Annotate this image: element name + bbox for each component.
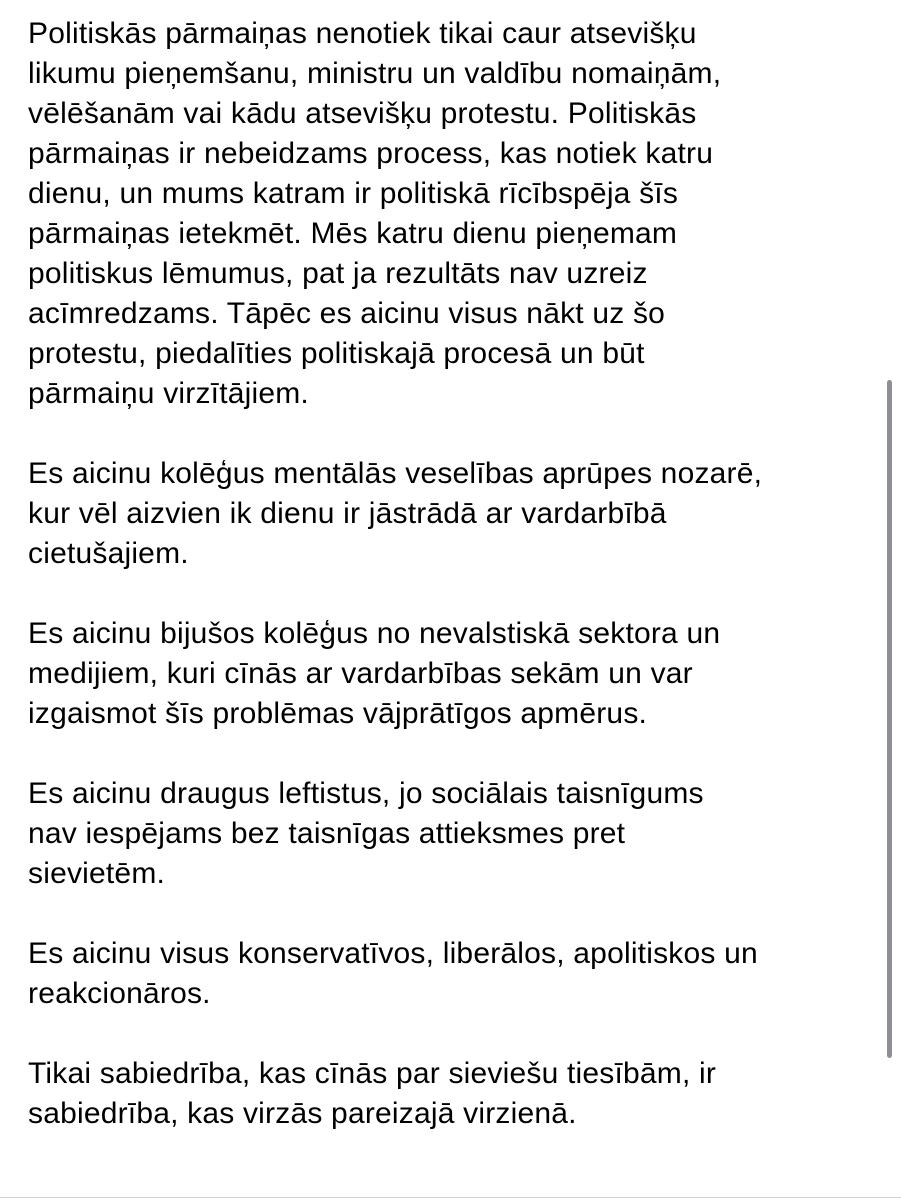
paragraph-5 — [28, 934, 878, 1014]
text-line: Es aicinu visus konservatīvos, liberālos, apolitiskos un — [28, 937, 758, 970]
text-line: dienu, un mums katram ir politiskā rīcībspēja šīs — [28, 177, 679, 210]
text-line: cietušajiem. — [28, 537, 189, 570]
text-line: reakcionāros. — [28, 977, 211, 1010]
text-line: pārmaiņas ietekmēt. Mēs katru dienu pieņemam — [28, 217, 678, 250]
text-line: Es aicinu draugus leftistus, jo sociālais taisnīgums — [28, 777, 704, 810]
text-line: Es aicinu kolēģus mentālās veselības aprūpes nozarē, — [28, 457, 763, 490]
text-line: izgaismot šīs problēmas vājprātīgos apmērus. — [28, 697, 648, 730]
text-line: medijiem, kuri cīnās ar vardarbības sekām un var — [28, 657, 693, 690]
text-line: likumu pieņemšanu, ministru un valdību nomaiņām, — [28, 57, 722, 90]
text-line: vēlēšanām vai kādu atsevišķu protestu. Politiskās — [28, 97, 697, 130]
text-line: protestu, piedalīties politiskajā procesā un būt — [28, 337, 645, 370]
paragraph-4 — [28, 774, 878, 894]
paragraph-6 — [28, 1054, 878, 1134]
text-line: Es aicinu bijušos kolēģus no nevalstiskā sektora un — [28, 617, 721, 650]
text-line: Politiskās pārmaiņas nenotiek tikai caur atsevišķu — [28, 17, 697, 50]
vertical-scrollbar[interactable] — [887, 380, 892, 1058]
note-body[interactable] — [28, 14, 878, 1174]
paragraph-3 — [28, 614, 878, 734]
bottom-divider — [0, 1197, 901, 1198]
text-line: pārmaiņu virzītājiem. — [28, 377, 309, 410]
paragraph-2 — [28, 454, 878, 574]
text-line: Tikai sabiedrība, kas cīnās par sieviešu tiesībām, ir — [28, 1057, 717, 1090]
paragraph-1 — [28, 14, 878, 414]
text-line: nav iespējams bez taisnīgas attieksmes pret — [28, 817, 626, 850]
text-line: pārmaiņas ir nebeidzams process, kas notiek katru — [28, 137, 714, 170]
text-line: politiskus lēmumus, pat ja rezultāts nav uzreiz — [28, 257, 648, 290]
text-line: sabiedrība, kas virzās pareizajā virzienā. — [28, 1097, 577, 1130]
text-line: kur vēl aizvien ik dienu ir jāstrādā ar vardarbībā — [28, 497, 667, 530]
text-line: acīmredzams. Tāpēc es aicinu visus nākt uz šo — [28, 297, 666, 330]
text-line: sievietēm. — [28, 857, 166, 890]
